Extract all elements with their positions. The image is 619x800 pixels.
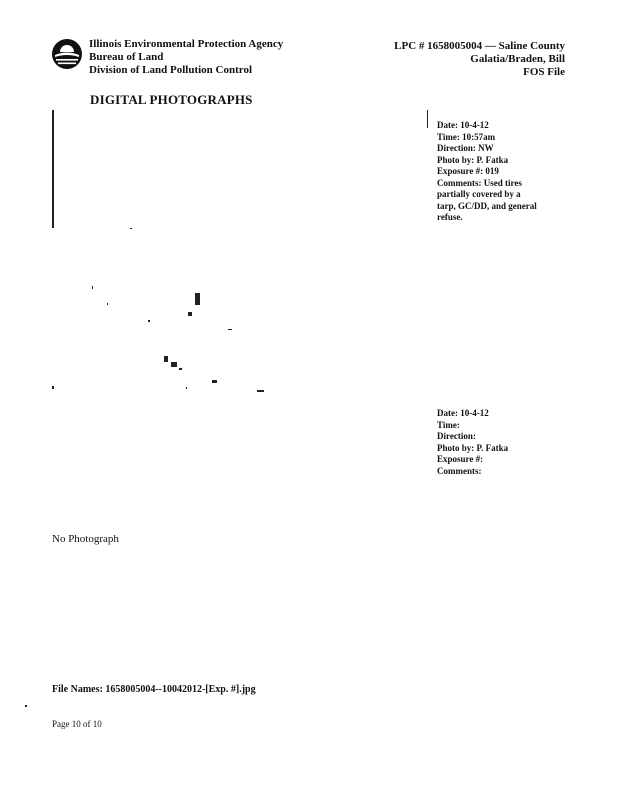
lpc-number: LPC # 1658005004 — Saline County	[394, 40, 565, 52]
file-names: File Names: 1658005004--10042012-[Exp. #].jpg	[52, 684, 256, 695]
photo-1-edge	[52, 110, 54, 228]
agency-bureau: Bureau of Land	[89, 51, 164, 63]
photo-speck	[186, 387, 187, 389]
photo-speck	[188, 312, 192, 316]
photo-1-comments-line: partially covered by a	[437, 189, 521, 199]
photo-speck	[212, 380, 217, 383]
photo-speck	[195, 293, 200, 305]
photo-1-time: Time: 10:57am	[437, 131, 496, 142]
text-margin-mark	[427, 110, 428, 128]
photo-1-image	[52, 110, 292, 400]
photo-2-details	[437, 408, 508, 477]
photo-1-date: Date: 10-4-12	[437, 120, 489, 130]
photo-2-photographer: Photo by: P. Fatka	[437, 442, 509, 453]
photo-speck	[92, 286, 93, 289]
lpc-site: Galatia/Braden, Bill	[470, 53, 565, 65]
photo-speck	[257, 390, 264, 392]
photo-speck	[52, 386, 54, 389]
lpc-file: FOS File	[523, 66, 565, 78]
photo-1-exposure: Exposure #: 019	[437, 166, 499, 176]
scan-dot	[25, 705, 27, 707]
photo-speck	[171, 362, 177, 367]
no-photograph-label: No Photograph	[52, 533, 119, 545]
agency-block	[89, 38, 283, 77]
page-title: DIGITAL PHOTOGRAPHS	[90, 92, 253, 107]
photo-2-date: Date: 10-4-12	[437, 408, 489, 418]
photo-1-comments-line: Comments: Used tires	[437, 177, 522, 188]
photo-1-comments-line: refuse.	[437, 212, 463, 222]
photo-speck	[148, 320, 150, 322]
photo-2-comments: Comments:	[437, 465, 482, 476]
photo-2-exposure: Exposure #:	[437, 454, 484, 464]
agency-division: Division of Land Pollution Control	[89, 64, 252, 76]
lpc-block	[394, 40, 565, 79]
photo-1-photographer: Photo by: P. Fatka	[437, 154, 509, 165]
photo-1-comments-line: tarp, GC/DD, and general	[437, 200, 537, 211]
photo-2-time: Time:	[437, 419, 460, 430]
photo-speck	[179, 368, 182, 370]
photo-speck	[228, 329, 232, 330]
photo-speck	[130, 228, 132, 229]
agency-name: Illinois Environmental Protection Agency	[89, 38, 284, 50]
page-number: Page 10 of 10	[52, 719, 102, 729]
photo-2-direction: Direction:	[437, 431, 476, 441]
photo-1-details	[437, 120, 537, 224]
iepa-logo-icon	[51, 38, 83, 70]
photo-1-direction: Direction: NW	[437, 143, 494, 153]
photo-speck	[164, 356, 168, 362]
photo-speck	[107, 303, 108, 305]
